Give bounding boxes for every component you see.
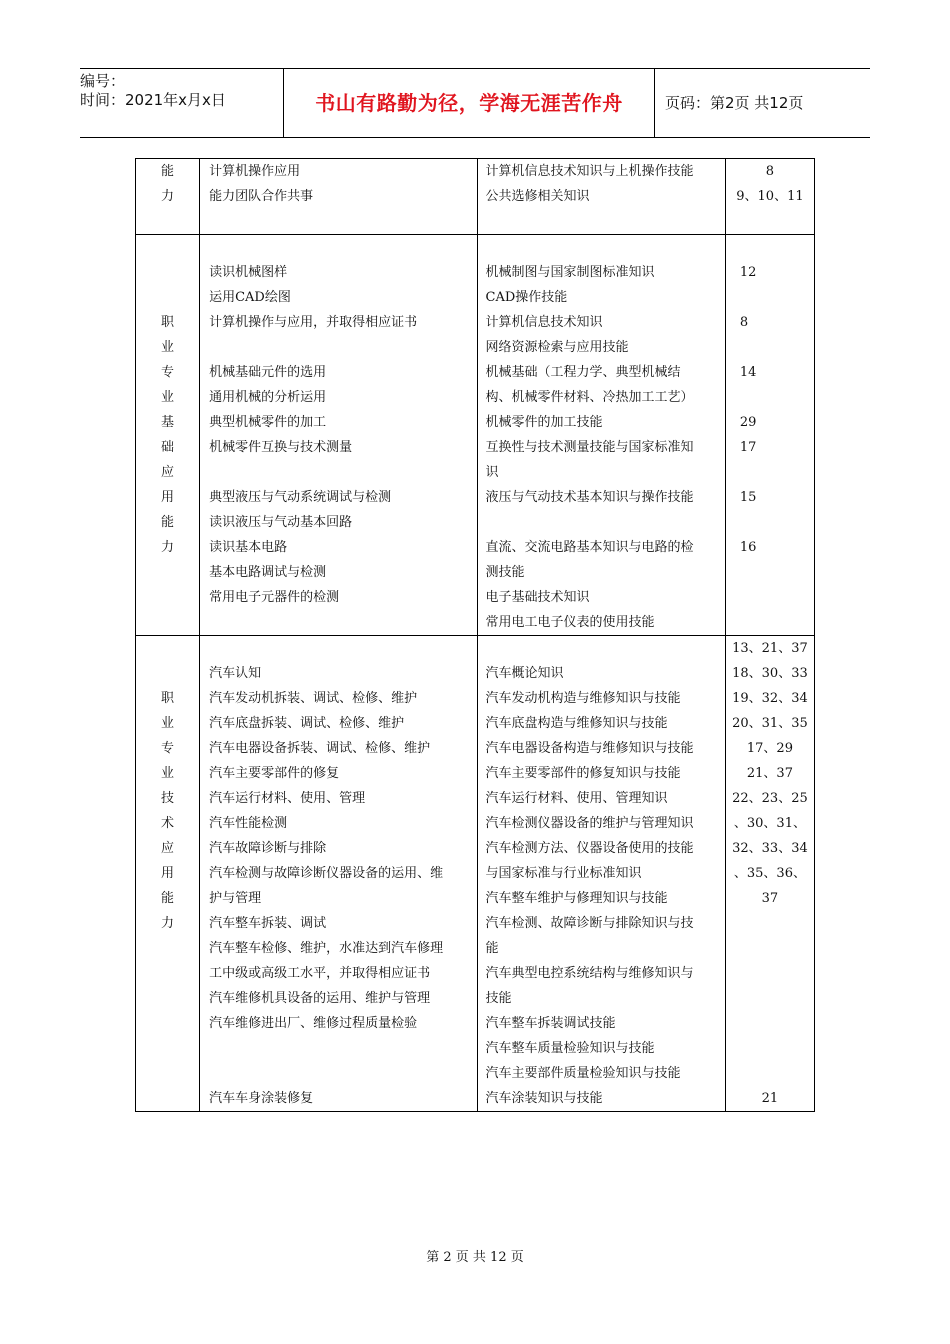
cell-line <box>726 1036 814 1061</box>
course-numbers-cell <box>725 159 814 235</box>
cell-line: 业 <box>161 390 175 405</box>
cell-line: 应 <box>161 465 175 480</box>
cell-line <box>200 1061 476 1086</box>
cell-line: 16 <box>739 540 757 555</box>
cell-line: 汽车电器设备拆装、调试、检修、维护 <box>209 741 431 756</box>
knowledge-cell <box>477 159 725 235</box>
ability-items-cell <box>200 636 477 1112</box>
cell-line: 汽车底盘构造与维修知识与技能 <box>485 716 668 731</box>
cell-line: 12 <box>739 265 757 280</box>
cell-line <box>726 235 814 260</box>
cell-line: 工中级或高级工水平，并取得相应证书 <box>209 966 431 981</box>
cell-line <box>136 285 199 310</box>
cell-line: 汽车整车拆装调试技能 <box>485 1016 616 1031</box>
cell-line: 机械零件互换与技术测量 <box>209 440 353 455</box>
cell-line: 机械零件的加工技能 <box>485 415 603 430</box>
cell-line <box>726 1061 814 1086</box>
cell-line: 电子基础技术知识 <box>485 590 590 605</box>
cell-line: 计算机操作应用 <box>209 164 301 179</box>
cell-line <box>726 209 814 234</box>
cell-line: 用 <box>161 866 175 881</box>
cell-line: 汽车整车检修、维护，水准达到汽车修理 <box>209 941 444 956</box>
cell-line: 典型机械零件的加工 <box>209 415 327 430</box>
cell-line <box>478 510 725 535</box>
cell-line: 业 <box>161 340 175 355</box>
cell-line <box>726 335 814 360</box>
cell-line: 汽车电器设备构造与维修知识与技能 <box>485 741 694 756</box>
cell-line: 通用机械的分析运用 <box>209 390 327 405</box>
cell-line: 29 <box>739 415 757 430</box>
cell-line <box>136 235 199 260</box>
cell-line: 汽车维修进出厂、维修过程质量检验 <box>209 1016 418 1031</box>
cell-line <box>726 510 814 535</box>
cell-line: 构、机械零件材料、冷热加工工艺） <box>485 390 694 405</box>
cell-line <box>726 961 814 986</box>
cell-line <box>136 260 199 285</box>
cell-line: 能 <box>161 515 175 530</box>
cell-line <box>200 460 476 485</box>
cell-line: 机械基础（工程力学、典型机械结 <box>485 365 681 380</box>
cell-line: 业 <box>161 766 175 781</box>
table-row <box>136 159 815 235</box>
cell-line <box>726 460 814 485</box>
cell-line <box>726 610 814 635</box>
cell-line <box>726 585 814 610</box>
cell-line: 汽车运行材料、使用、管理知识 <box>485 791 668 806</box>
cell-line: 汽车整车质量检验知识与技能 <box>485 1041 655 1056</box>
cell-line <box>136 560 199 585</box>
table-row <box>136 636 815 1112</box>
cell-line: 技能 <box>485 991 512 1006</box>
cell-line <box>136 610 199 635</box>
cell-line <box>200 235 476 260</box>
cell-line: 读识基本电路 <box>209 540 288 555</box>
cell-line: 汽车认知 <box>209 666 262 681</box>
cell-line: 机械制图与国家制图标准知识 <box>485 265 655 280</box>
cell-line: 14 <box>739 365 757 380</box>
cell-line: 读识液压与气动基本回路 <box>209 515 353 530</box>
course-numbers-cell <box>725 636 814 1112</box>
cell-line: 32、33、34 <box>732 841 808 856</box>
cell-line: 与国家标准与行业标准知识 <box>485 866 642 881</box>
cell-line: 汽车性能检测 <box>209 816 288 831</box>
cell-line: 能 <box>485 941 499 956</box>
cell-line: 15 <box>739 490 757 505</box>
cell-line: 基 <box>161 415 175 430</box>
cell-line <box>136 585 199 610</box>
cell-line: 用 <box>161 490 175 505</box>
cell-line: 技 <box>161 791 175 806</box>
cell-line: 汽车整车拆装、调试 <box>209 916 327 931</box>
header-meta <box>80 69 283 137</box>
cell-line: 汽车发动机构造与维修知识与技能 <box>485 691 681 706</box>
cell-line <box>136 1011 199 1036</box>
cell-line: 互换性与技术测量技能与国家标准知 <box>485 440 694 455</box>
cell-line: 21、37 <box>746 766 793 781</box>
cell-line: 专 <box>161 365 175 380</box>
cell-line: 测技能 <box>485 565 525 580</box>
cell-line: 、30、31、 <box>733 816 806 831</box>
category-cell <box>136 159 200 235</box>
cell-line <box>478 235 725 260</box>
cell-line: 汽车概论知识 <box>485 666 564 681</box>
cell-line: 典型液压与气动系统调试与检测 <box>209 490 392 505</box>
cell-line: 机械基础元件的选用 <box>209 365 327 380</box>
page-footer: 第 2 页 共 12 页 <box>426 1250 524 1265</box>
cell-line: 汽车检测仪器设备的维护与管理知识 <box>485 816 694 831</box>
cell-line <box>136 986 199 1011</box>
cell-line <box>726 986 814 1011</box>
cell-line <box>200 610 476 635</box>
cell-line: 20、31、35 <box>732 716 808 731</box>
cell-line: 公共选修相关知识 <box>485 189 590 204</box>
cell-line: 汽车底盘拆装、调试、检修、维护 <box>209 716 405 731</box>
category-cell <box>136 235 200 636</box>
cell-line: 计算机操作与应用，并取得相应证书 <box>209 315 418 330</box>
cell-line: 常用电工电子仪表的使用技能 <box>485 615 655 630</box>
cell-line: 9、10、11 <box>736 189 804 204</box>
cell-line: 读识机械图样 <box>209 265 288 280</box>
page-header <box>80 68 870 138</box>
cell-line <box>200 209 476 234</box>
cell-line: 汽车主要零部件的修复 <box>209 766 340 781</box>
cell-line: 汽车故障诊断与排除 <box>209 841 327 856</box>
course-numbers-cell <box>725 235 814 636</box>
cell-line: 汽车检测与故障诊断仪器设备的运用、维 <box>209 866 444 881</box>
cell-line <box>136 1036 199 1061</box>
cell-line <box>726 936 814 961</box>
cell-line: 汽车维修机具设备的运用、维护与管理 <box>209 991 431 1006</box>
cell-line <box>200 636 476 661</box>
cell-line: 网络资源检索与应用技能 <box>485 340 629 355</box>
cell-line: 汽车发动机拆装、调试、检修、维护 <box>209 691 418 706</box>
cell-line: 业 <box>161 716 175 731</box>
cell-line: 常用电子元器件的检测 <box>209 590 340 605</box>
cell-line <box>136 936 199 961</box>
cell-line <box>136 1061 199 1086</box>
cell-line: 应 <box>161 841 175 856</box>
cell-line <box>200 335 476 360</box>
cell-line: 13、21、37 <box>732 641 808 656</box>
ability-items-cell <box>200 235 477 636</box>
cell-line: 专 <box>161 741 175 756</box>
cell-line: 汽车整车维护与修理知识与技能 <box>485 891 668 906</box>
cell-line: 础 <box>161 440 175 455</box>
cell-line: 22、23、25 <box>732 791 808 806</box>
cell-line: 运用CAD绘图 <box>209 290 291 305</box>
cell-line: 能 <box>161 164 175 179</box>
knowledge-cell <box>477 235 725 636</box>
cell-line <box>136 661 199 686</box>
cell-line: 护与管理 <box>209 891 262 906</box>
cell-line: 8 <box>739 315 749 330</box>
cell-line: 汽车检测、故障诊断与排除知识与技 <box>485 916 694 931</box>
cell-line: 力 <box>161 916 175 931</box>
cell-line: 汽车运行材料、使用、管理 <box>209 791 366 806</box>
ability-table <box>135 158 815 1112</box>
cell-line: 能力团队合作共事 <box>209 189 314 204</box>
cell-line <box>478 209 725 234</box>
table-row <box>136 235 815 636</box>
cell-line <box>200 1036 476 1061</box>
cell-line: 计算机信息技术知识 <box>485 315 603 330</box>
cell-line: 汽车检测方法、仪器设备使用的技能 <box>485 841 694 856</box>
cell-line: 汽车主要部件质量检验知识与技能 <box>485 1066 681 1081</box>
cell-line <box>136 961 199 986</box>
knowledge-cell <box>477 636 725 1112</box>
ability-items-cell <box>200 159 477 235</box>
cell-line <box>726 911 814 936</box>
cell-line: 汽车车身涂装修复 <box>209 1091 314 1106</box>
cell-line: 职 <box>161 315 175 330</box>
cell-line: CAD操作技能 <box>485 290 568 305</box>
doc-code-label: 编号： <box>80 72 126 90</box>
cell-line <box>726 285 814 310</box>
cell-line: 识 <box>485 465 499 480</box>
cell-line: 8 <box>765 164 775 179</box>
category-cell <box>136 636 200 1112</box>
cell-line: 18、30、33 <box>732 666 808 681</box>
cell-line: 能 <box>161 891 175 906</box>
header-page-info: 页码：第2页 共12页 <box>665 94 804 112</box>
cell-line <box>136 1086 199 1111</box>
cell-line: 力 <box>161 540 175 555</box>
cell-line: 、35、36、 <box>733 866 806 881</box>
header-motto: 书山有路勤为径，学海无涯苦作舟 <box>283 69 655 137</box>
doc-time-label: 时间：2021年x月x日 <box>80 91 226 109</box>
cell-line: 基本电路调试与检测 <box>209 565 327 580</box>
cell-line: 19、32、34 <box>732 691 808 706</box>
cell-line: 直流、交流电路基本知识与电路的检 <box>485 540 694 555</box>
cell-line: 21 <box>761 1091 779 1106</box>
cell-line: 术 <box>161 816 175 831</box>
cell-line <box>726 1011 814 1036</box>
cell-line: 计算机信息技术知识与上机操作技能 <box>485 164 694 179</box>
cell-line <box>136 636 199 661</box>
cell-line: 汽车典型电控系统结构与维修知识与 <box>485 966 694 981</box>
cell-line: 17 <box>739 440 757 455</box>
cell-line: 职 <box>161 691 175 706</box>
cell-line: 汽车主要零部件的修复知识与技能 <box>485 766 681 781</box>
cell-line: 17、29 <box>746 741 793 756</box>
cell-line: 汽车涂装知识与技能 <box>485 1091 603 1106</box>
cell-line: 力 <box>161 189 175 204</box>
cell-line: 37 <box>761 891 779 906</box>
cell-line <box>478 636 725 661</box>
cell-line: 液压与气动技术基本知识与操作技能 <box>485 490 694 505</box>
cell-line <box>726 385 814 410</box>
cell-line <box>726 560 814 585</box>
